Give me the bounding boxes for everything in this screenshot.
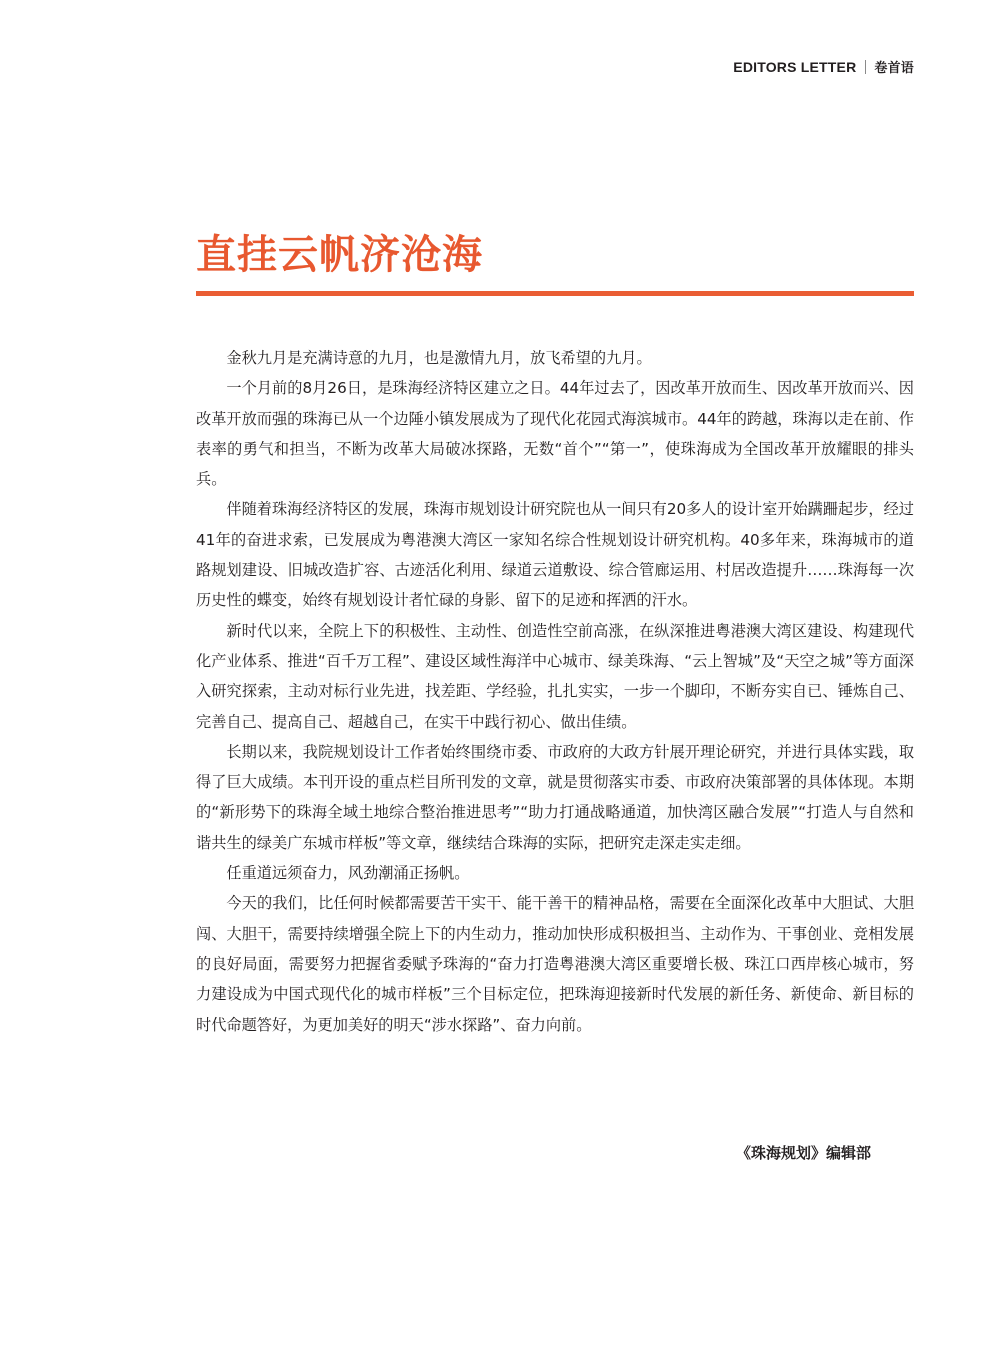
title-underline (196, 291, 914, 296)
paragraph: 伴随着珠海经济特区的发展，珠海市规划设计研究院也从一间只有20多人的设计室开始蹒跚起步，经过41年的奋进求索，已发展成为粤港澳大湾区一家知名综合性规划设计研究机构。40多年来，珠海城市的道路规划建设、旧城改造扩容、古迹活化利用、绿道云道敷设、综合管廊运用、村居改造提升……珠海每一次历史性的蝶变，始终有规划设计者忙碌的身影、留下的足迹和挥洒的汗水。 (196, 500, 914, 610)
paragraph: 新时代以来，全院上下的积极性、主动性、创造性空前高涨，在纵深推进粤港澳大湾区建设、构建现代化产业体系、推进“百千万工程”、建设区域性海洋中心城市、绿美珠海、“云上智城”及“天空之城”等方面深入研究探索，主动对标行业先进，找差距、学经验，扎扎实实，一步一个脚印，不断夯实自已、锤炼自己、完善自己、提高自己、超越自己，在实干中践行初心、做出佳绩。 (196, 621, 914, 731)
section-label-cn: 卷首语 (874, 60, 914, 75)
editorial-signature: 《珠海规划》编辑部 (735, 1144, 871, 1162)
paragraph: 长期以来，我院规划设计工作者始终围绕市委、市政府的大政方针展开理论研究，并进行具体实践，取得了巨大成绩。本刊开设的重点栏目所刊发的文章，就是贯彻落实市委、市政府决策部署的具体体现。本期的“新形势下的珠海全域土地综合整治推进思考”“助力打通战略通道，加快湾区融合发展”“打造人与自然和谐共生的绿美广东城市样板”等文章，继续结合珠海的实际，把研究走深走实走细。 (196, 742, 914, 852)
paragraph: 金秋九月是充满诗意的九月，也是激情九月，放飞希望的九月。 (226, 349, 652, 367)
section-label-en: EDITORS LETTER (733, 58, 857, 75)
paragraph: 一个月前的8月26日，是珠海经济特区建立之日。44年过去了，因改革开放而生、因改革开放而兴、因改革开放而强的珠海已从一个边陲小镇发展成为了现代化花园式海滨城市。44年的跨越，珠海以走在前、作表率的勇气和担当，不断为改革大局破冰探路，无数“首个”“第一”，使珠海成为全国改革开放耀眼的排头兵。 (196, 379, 914, 489)
header-divider (865, 60, 866, 74)
article-title: 直挂云帆济沧海 (196, 232, 483, 278)
section-header (733, 57, 914, 76)
paragraph: 任重道远须奋力，风劲潮涌正扬帆。 (226, 864, 470, 883)
article-body (196, 343, 914, 1040)
paragraph: 今天的我们，比任何时候都需要苦干实干、能干善干的精神品格，需要在全面深化改革中大胆试、大胆闯、大胆干，需要持续增强全院上下的内生动力，推动加快形成积极担当、主动作为、干事创业、竞相发展的良好局面，需要努力把握省委赋予珠海的“奋力打造粤港澳大湾区重要增长极、珠江口西岸核心城市，努力建设成为中国式现代化的城市样板”三个目标定位，把珠海迎接新时代发展的新任务、新使命、新目标的时代命题答好，为更加美好的明天“涉水探路”、奋力向前。 (196, 894, 914, 1034)
